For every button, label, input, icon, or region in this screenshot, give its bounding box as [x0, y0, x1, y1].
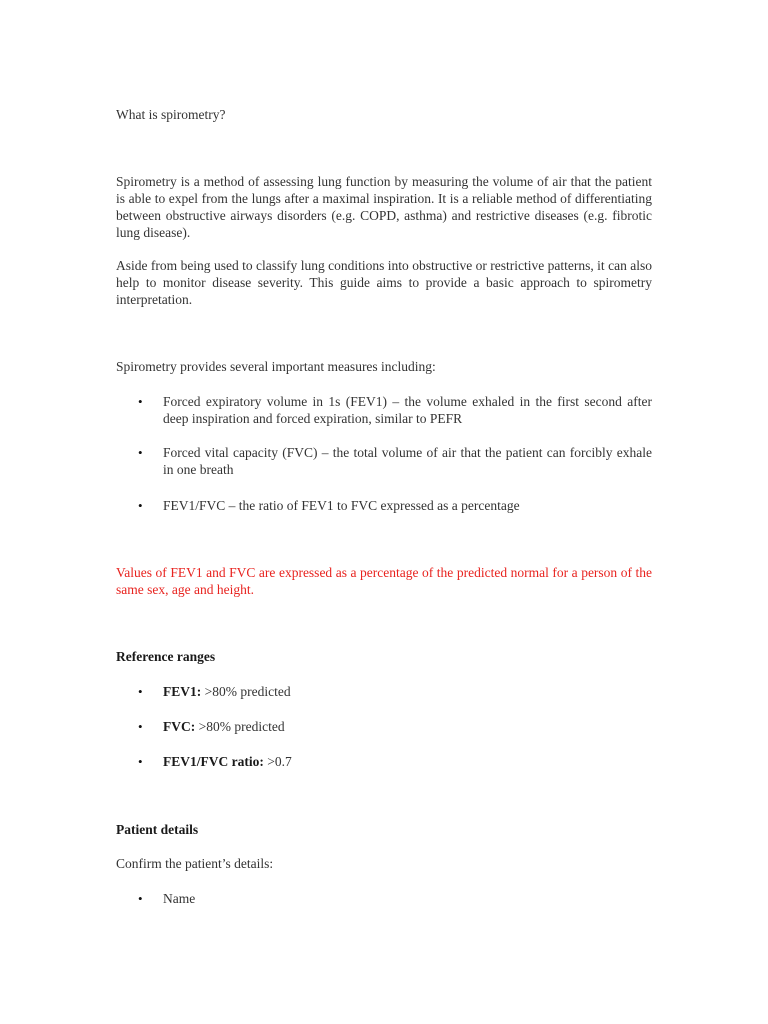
range-value: >80% predicted: [195, 719, 285, 734]
measures-intro: Spirometry provides several important measures including:: [116, 359, 436, 374]
range-label: FEV1/FVC ratio:: [163, 754, 264, 769]
list-item-text: Name: [163, 891, 196, 906]
list-item-text: Forced expiratory volume in 1s (FEV1) – the volume exhaled in the first second after deep inspiration and forced expiration, similar to PEFR: [163, 394, 652, 426]
reference-ranges-heading: Reference ranges: [116, 649, 216, 664]
bullet-icon: •: [138, 754, 143, 769]
range-label: FEV1:: [163, 684, 202, 699]
highlight-note: Values of FEV1 and FVC are expressed as a percentage of the predicted normal for a person of the same sex, age and height.: [116, 565, 652, 597]
range-label: FVC:: [163, 719, 196, 734]
bullet-icon: •: [138, 445, 143, 460]
intro-paragraph-1: Spirometry is a method of assessing lung function by measuring the volume of air that the patient is able to expel from the lungs after a maximal inspiration. It is a reliable method of differentiating between obstructive airways disorders (e.g. COPD, asthma) and restrictive diseases (e.g. fibrotic lung disease).: [116, 174, 652, 240]
bullet-icon: •: [138, 891, 143, 906]
bullet-icon: •: [138, 498, 143, 513]
list-item-text: [163, 718, 652, 735]
bullet-icon: •: [138, 684, 143, 699]
list-item-text: FEV1/FVC – the ratio of FEV1 to FVC expressed as a percentage: [163, 498, 520, 513]
bullet-icon: •: [138, 394, 143, 409]
patient-details-intro: Confirm the patient’s details:: [116, 856, 274, 871]
list-item-text: [163, 683, 652, 700]
range-value: >0.7: [263, 754, 292, 769]
intro-paragraph-2: Aside from being used to classify lung conditions into obstructive or restrictive patterns, it can also help to monitor disease severity. This guide aims to provide a basic approach to spirometry interpretation.: [116, 258, 652, 307]
document-title: What is spirometry?: [116, 107, 226, 122]
range-value: >80% predicted: [201, 684, 291, 699]
list-item-text: [163, 753, 652, 770]
bullet-icon: •: [138, 719, 143, 734]
list-item-text: Forced vital capacity (FVC) – the total volume of air that the patient can forcibly exhale in one breath: [163, 445, 652, 477]
patient-details-heading: Patient details: [116, 822, 199, 837]
